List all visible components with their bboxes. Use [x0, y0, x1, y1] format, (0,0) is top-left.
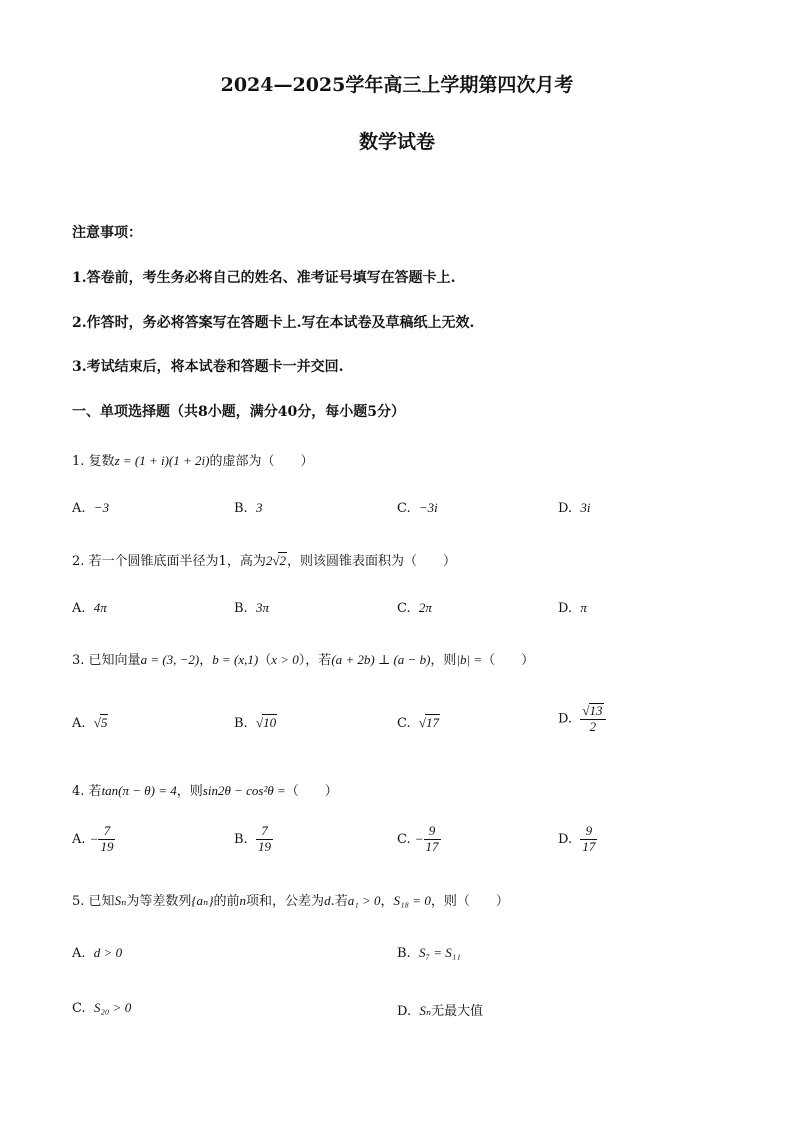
- question-number: 2.: [72, 554, 85, 569]
- note-item-2: 2.作答时，务必将答案写在答题卡上.写在本试卷及草稿纸上无效.: [72, 315, 475, 331]
- question-text: 复数: [88, 454, 115, 469]
- formula-tan: tan(π − θ) = 4: [101, 783, 177, 798]
- option-a[interactable]: A. √5: [72, 715, 108, 731]
- formula-perpendicular: (a + 2b) ⊥ (a − b): [331, 652, 431, 667]
- option-b[interactable]: B. 3π: [234, 600, 269, 616]
- question-2: [72, 550, 456, 569]
- exam-title: 2024—2025学年高三上学期第四次月考: [220, 74, 574, 96]
- question-5: 5. 已知Sₙ为等差数列{aₙ}的前n项和，公差为d.若a₁ > 0，S₁₈ = 0，则（ ）: [72, 893, 509, 909]
- question-number: 3.: [72, 653, 85, 668]
- note-item-3: 3.考试结束后，将本试卷和答题卡一并交回.: [72, 359, 344, 375]
- notes-heading: 注意事项：: [72, 225, 142, 241]
- option-d[interactable]: D. Sₙ无最大值: [397, 1003, 484, 1019]
- question-formula: z = (1 + i)(1 + 2i): [114, 453, 210, 468]
- formula-vector-b: b = (x,1): [212, 652, 259, 667]
- option-a[interactable]: A. − $\frac{7}{19}$: [72, 823, 114, 854]
- note-item-1: 1.答卷前，考生务必将自己的姓名、准考证号填写在答题卡上.: [72, 270, 456, 286]
- option-b[interactable]: B. 3: [234, 500, 263, 516]
- option-d[interactable]: D. $\frac{√13}{2}$: [558, 703, 606, 735]
- option-a[interactable]: A. 4π: [72, 600, 107, 616]
- section-heading: 一、单项选择题（共8小题，满分40分，每小题5分）: [72, 404, 405, 420]
- option-d[interactable]: D. π: [558, 600, 587, 616]
- question-text: 的虚部为（ ）: [209, 454, 314, 469]
- question-formula: 2√2: [265, 553, 286, 568]
- option-b[interactable]: B. $\frac{7}{19}$: [234, 823, 271, 854]
- question-number: 5.: [72, 894, 85, 909]
- question-3: 3. 已知向量a = (3, −2)，b = (x,1)（x > 0），若(a + 2b) ⊥ (a − b)，则|b| =（ ）: [72, 652, 535, 668]
- formula-magnitude: |b| =: [456, 652, 483, 667]
- question-number: 1.: [72, 454, 85, 469]
- question-4: 4. 若tan(π − θ) = 4，则sin2θ − cos²θ =（ ）: [72, 783, 338, 799]
- question-text: ，则该圆锥表面积为（ ）: [286, 554, 456, 569]
- option-d[interactable]: D. 3i: [558, 500, 591, 516]
- option-c[interactable]: C. √17: [397, 715, 440, 731]
- option-a[interactable]: A. d > 0: [72, 945, 123, 961]
- option-c[interactable]: C. 2π: [397, 600, 432, 616]
- formula-condition: x > 0: [271, 652, 299, 667]
- option-c[interactable]: C. −3i: [397, 500, 438, 516]
- formula-trig-expression: sin2θ − cos²θ =: [202, 783, 286, 798]
- formula-vector-a: a = (3, −2): [140, 652, 200, 667]
- question-text: 若一个圆锥底面半径为1，高为: [88, 554, 266, 569]
- question-number: 4.: [72, 784, 85, 799]
- option-b[interactable]: B. S₇ = S₁₁: [397, 945, 461, 961]
- option-d[interactable]: D. $\frac{9}{17}$: [558, 823, 596, 854]
- option-c[interactable]: C. − $\frac{9}{17}$: [397, 823, 439, 854]
- question-1: [72, 450, 314, 469]
- option-a[interactable]: A. −3: [72, 500, 110, 516]
- option-b[interactable]: B. √10: [234, 715, 277, 731]
- option-c[interactable]: C. S₂₀ > 0: [72, 1000, 132, 1016]
- exam-subtitle: 数学试卷: [358, 131, 435, 153]
